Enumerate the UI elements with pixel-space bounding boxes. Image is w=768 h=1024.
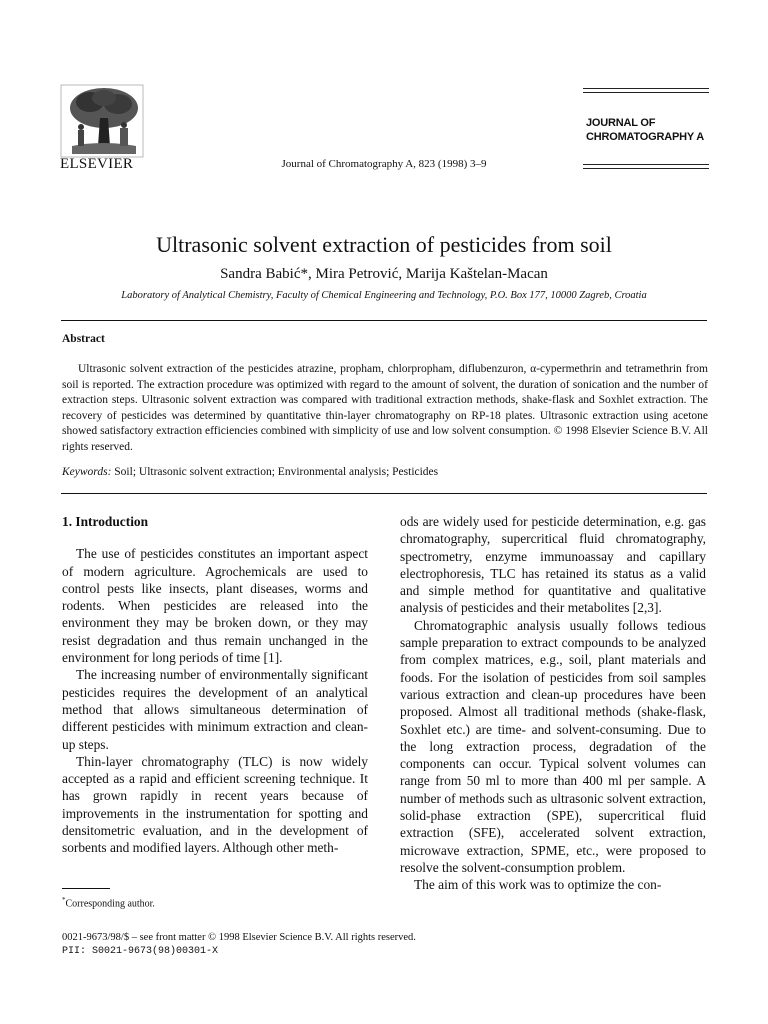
abstract-rule-top	[61, 320, 707, 321]
footnote-rule	[62, 888, 110, 889]
paragraph: The use of pesticides constitutes an important aspect of modern agriculture. Agrochemicals are used to control pests like insects, plant diseases, worms and rodents. When pesticides are released into the environment they may be broken down, or they may resist degradation and thus remain unchanged in the environment for long periods of time [1].	[62, 546, 368, 666]
elsevier-tree-logo	[60, 84, 144, 158]
footnote-text: Corresponding author.	[65, 898, 155, 910]
keywords	[62, 466, 708, 478]
abstract-text: Ultrasonic solvent extraction of the pesticides atrazine, propham, chlorpropham, diflubenzuron, α-cypermethrin and tetramethrin from soil is reported. The extraction procedure was optimized with regard to the amount of solvent, the duration of sonication and the number of extraction steps. Ultrasonic solvent extraction was compared with traditional extraction methods, shake-flask and Soxhlet extraction. The recovery of pesticides was determined by quantitative thin-layer chromatography on RP-18 plates. Ultrasonic extraction using acetone showed satisfactory extraction efficiencies combined with simplicity of use and low solvent consumption. © 1998 Elsevier Science B.V. All rights reserved.	[62, 363, 708, 453]
publisher-name: ELSEVIER	[60, 156, 134, 172]
paragraph: Chromatographic analysis usually follows tedious sample preparation to extract compounds to be analyzed from complex matrices, e.g., soil, plant materials and foods. For the isolation of pesticides from soil samples various extraction and clean-up procedures have been proposed. Almost all traditional methods (shake-flask, Soxhlet etc.) are time- and solvent-consuming. Due to the long extraction process, degradation of the components can occur. Typical solvent volumes can range from 50 ml to more than 400 ml per sample. A number of methods such as ultrasonic solvent extraction, solid-phase extraction (SPE), supercritical fluid extraction (SFE), accelerated solvent extraction, microwave extraction, SPME, etc., were proposed to resolve the solvent-consumption problem.	[400, 617, 706, 875]
keywords-label: Keywords:	[62, 466, 112, 478]
pii-line: PII: S0021-9673(98)00301-X	[62, 946, 219, 957]
abstract-heading: Abstract	[62, 333, 105, 345]
body-column-right	[400, 513, 706, 894]
journal-rule-top-2	[583, 92, 709, 93]
journal-rule-top-1	[583, 88, 709, 89]
body-column-left	[62, 513, 368, 857]
paragraph: The increasing number of environmentally significant pesticides requires the development of an analytical method that allows simultaneous determination of different pesticides with minimum extraction and clean-up steps.	[62, 667, 368, 752]
issn-line: 0021-9673/98/$ – see front matter © 1998 Elsevier Science B.V. All rights reserved.	[62, 932, 416, 943]
affiliation: Laboratory of Analytical Chemistry, Faculty of Chemical Engineering and Technology, P.O. Box 177, 10000 Zagreb, Croatia	[121, 290, 647, 301]
article-title: Ultrasonic solvent extraction of pesticides from soil	[156, 232, 612, 257]
footnote	[62, 896, 155, 909]
journal-rule-bottom-2	[583, 168, 709, 169]
journal-rule-bottom-1	[583, 164, 709, 165]
paragraph: ods are widely used for pesticide determination, e.g. gas chromatography, supercritical fluid chromatography, spectrometry, enzyme immunoassay and capillary electrophoresis, TLC has retained its status as a valid and simple method for quantitative and qualitative analysis of pesticides and their metabolites [2,3].	[400, 514, 706, 616]
journal-brand	[586, 116, 704, 144]
section-heading: 1. Introduction	[62, 514, 149, 529]
journal-brand-line1: JOURNAL OF	[586, 117, 656, 129]
abstract-rule-bottom	[61, 493, 707, 494]
author-list: Sandra Babić*, Mira Petrović, Marija Kaštelan-Macan	[220, 266, 548, 282]
paragraph: The aim of this work was to optimize the con-	[414, 877, 662, 893]
keywords-list: Soil; Ultrasonic solvent extraction; Environmental analysis; Pesticides	[114, 466, 439, 478]
paragraph: Thin-layer chromatography (TLC) is now widely accepted as a rapid and efficient screening technique. It has grown rapidly in recent years because of improvements in the instrumentation for spotting and densitometric evaluation, and in the development of sorbents and modified layers. Although other meth-	[62, 753, 368, 856]
copyright-footer	[62, 931, 416, 959]
journal-brand-line2: CHROMATOGRAPHY A	[586, 131, 705, 143]
journal-citation: Journal of Chromatography A, 823 (1998) 3–9	[281, 158, 487, 170]
footnote-marker: *	[62, 896, 66, 904]
